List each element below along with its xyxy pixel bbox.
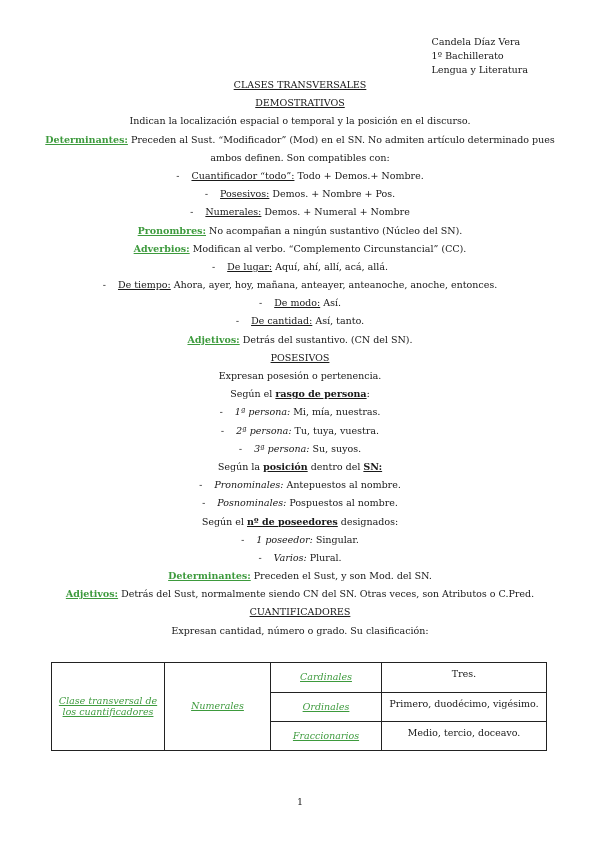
list-dash: -: [199, 480, 203, 492]
posicion-label: Pronominales:: [214, 480, 284, 492]
demostrativos-pron-text: No acompañan a ningún sustantivo (Núcleo del SN).: [205, 225, 463, 237]
posicion-item: [45, 477, 555, 495]
poseedor-label: Varios:: [273, 552, 307, 564]
adv-item: [45, 277, 555, 295]
pos-key2: SN:: [363, 461, 383, 473]
comp-item: [45, 186, 555, 204]
pos-key: posición: [263, 461, 308, 473]
pos-pre: Según la: [217, 461, 264, 473]
persona-text: Su, suyos.: [309, 443, 362, 455]
table-examples-cell: Primero, duodécimo, vigésimo.: [382, 693, 547, 722]
author-name: Candela Díaz Vera: [431, 37, 521, 48]
list-dash: -: [202, 498, 206, 510]
posicion-text: Antepuestos al nombre.: [283, 480, 401, 492]
persona-item: [45, 404, 555, 422]
poseedor-item: [45, 532, 555, 550]
persona-label: 1ª persona:: [234, 407, 291, 419]
table-type-cell: Ordinales: [271, 693, 382, 722]
demostrativos-adj-line: [45, 332, 555, 350]
comp-item: [45, 204, 555, 222]
posesivos-det-line: [45, 568, 555, 586]
persona-label: 2ª persona:: [236, 425, 292, 437]
comp-label: Cuantificador “todo”:: [191, 170, 295, 182]
persona-item: [45, 423, 555, 441]
table-row: [52, 663, 547, 693]
list-dash: -: [258, 552, 262, 564]
posicion-item: [45, 495, 555, 513]
adv-text: Así.: [320, 298, 342, 310]
demostrativos-det-label: Determinantes:: [45, 134, 128, 146]
demostrativos-adv-line: [45, 241, 555, 259]
table-type-cell: Fraccionarios: [271, 722, 382, 751]
demostrativos-adv-label: Adverbios:: [133, 243, 190, 255]
demostrativos-adv-text: Modifican al verbo. “Complemento Circunstancial” (CC).: [189, 243, 467, 255]
demostrativos-pron-label: Pronombres:: [137, 225, 206, 237]
list-dash: -: [204, 189, 209, 201]
demostrativos-intro: Indican la localización espacial o temporal y la posición en el discurso.: [129, 116, 471, 128]
comp-label: Numerales:: [205, 207, 262, 219]
list-dash: -: [235, 316, 240, 328]
poseedor-label: 1 poseedor:: [256, 534, 313, 546]
adv-item: [45, 313, 555, 331]
rasgo-pre: Según el: [230, 389, 276, 401]
cuantificadores-table: [51, 662, 547, 751]
persona-text: Tu, tuya, vuestra.: [291, 425, 380, 437]
poseedor-item: [45, 550, 555, 568]
adv-item: [45, 295, 555, 313]
comp-text: Demos. + Numeral + Nombre: [261, 207, 410, 219]
comp-text: Demos. + Nombre + Pos.: [269, 189, 396, 201]
adv-label: De tiempo:: [117, 280, 171, 292]
posicion-label: Posnominales:: [217, 498, 287, 510]
adv-item: [45, 259, 555, 277]
list-dash: -: [211, 261, 216, 273]
posesivos-det-label: Determinantes:: [168, 571, 251, 583]
num-pre: Según el: [201, 516, 247, 528]
course-name: 1º Bachillerato: [431, 51, 504, 62]
cuantificadores-intro: Expresan cantidad, número o grado. Su clasificación:: [171, 625, 429, 637]
posesivos-heading: POSESIVOS: [270, 352, 330, 364]
list-dash: -: [102, 280, 106, 292]
posicion-text: Pospuestos al nombre.: [286, 498, 398, 510]
list-dash: -: [176, 170, 180, 182]
poseedor-text: Plural.: [306, 552, 342, 564]
demostrativos-heading: DEMOSTRATIVOS: [255, 98, 345, 110]
poseedor-text: Singular.: [312, 534, 359, 546]
demostrativos-pron-line: [45, 223, 555, 241]
adv-label: De cantidad:: [251, 316, 313, 328]
document-body: [45, 77, 555, 641]
demostrativos-det-text1: Preceden al Sust. “Modificador” (Mod) en el SN. No admiten artículo determinado pues: [127, 134, 555, 146]
demostrativos-adj-label: Adjetivos:: [187, 334, 240, 346]
posesivos-adj-label: Adjetivos:: [65, 589, 119, 601]
demostrativos-adj-text: Detrás del sustantivo. (CN del SN).: [239, 334, 413, 346]
list-dash: -: [220, 425, 225, 437]
persona-item: [45, 441, 555, 459]
adv-text: Así, tanto.: [312, 316, 365, 328]
posesivos-adj-line: [45, 586, 555, 604]
adv-label: De lugar:: [227, 261, 273, 273]
table-examples-cell: Medio, tercio, doceavo.: [382, 722, 547, 751]
table-group-cell: Numerales: [165, 663, 271, 751]
adv-text: Ahora, ayer, hoy, mañana, anteayer, anteanoche, anoche, entonces.: [170, 280, 498, 292]
table-type-cell: Cardinales: [271, 663, 382, 693]
document-header: [432, 36, 528, 78]
posesivos-det-text: Preceden el Sust, y son Mod. del SN.: [250, 571, 432, 583]
posesivos-adj-text: Detrás del Sust, normalmente siendo CN del SN. Otras veces, son Atributos o C.Pred.: [118, 589, 535, 601]
posesivos-posicion-line: [45, 459, 555, 477]
table-examples-cell: Tres.: [382, 663, 547, 693]
persona-text: Mi, mía, nuestras.: [290, 407, 381, 419]
list-dash: -: [190, 207, 194, 219]
comp-item: [45, 168, 555, 186]
document-title: CLASES TRANSVERSALES: [233, 80, 367, 91]
subject-name: Lengua y Literatura: [431, 65, 528, 76]
demostrativos-det-line1: [45, 132, 555, 150]
list-dash: -: [219, 407, 223, 419]
persona-label: 3ª persona:: [254, 443, 310, 455]
demostrativos-det-line2: ambos definen. Son compatibles con:: [210, 152, 390, 164]
rasgo-post: :: [366, 389, 370, 401]
comp-label: Posesivos:: [220, 189, 270, 201]
cuantificadores-heading: CUANTIFICADORES: [249, 607, 351, 619]
rasgo-key: rasgo de persona: [275, 389, 367, 401]
posesivos-rasgo-line: [45, 386, 555, 404]
num-post: designados:: [337, 516, 399, 528]
table-class-cell: Clase transversal de los cuantificadores: [52, 663, 165, 751]
list-dash: -: [241, 534, 245, 546]
posesivos-intro: Expresan posesión o pertenencia.: [218, 371, 382, 382]
posesivos-num-line: [45, 514, 555, 532]
pos-mid: dentro del: [307, 461, 364, 473]
list-dash: -: [238, 443, 243, 455]
page-number: 1: [296, 797, 304, 808]
num-key: nº de poseedores: [247, 516, 338, 528]
adv-text: Aquí, ahí, allí, acá, allá.: [272, 261, 389, 273]
adv-label: De modo:: [274, 298, 321, 310]
list-dash: -: [258, 298, 263, 310]
comp-text: Todo + Demos.+ Nombre.: [294, 170, 424, 182]
